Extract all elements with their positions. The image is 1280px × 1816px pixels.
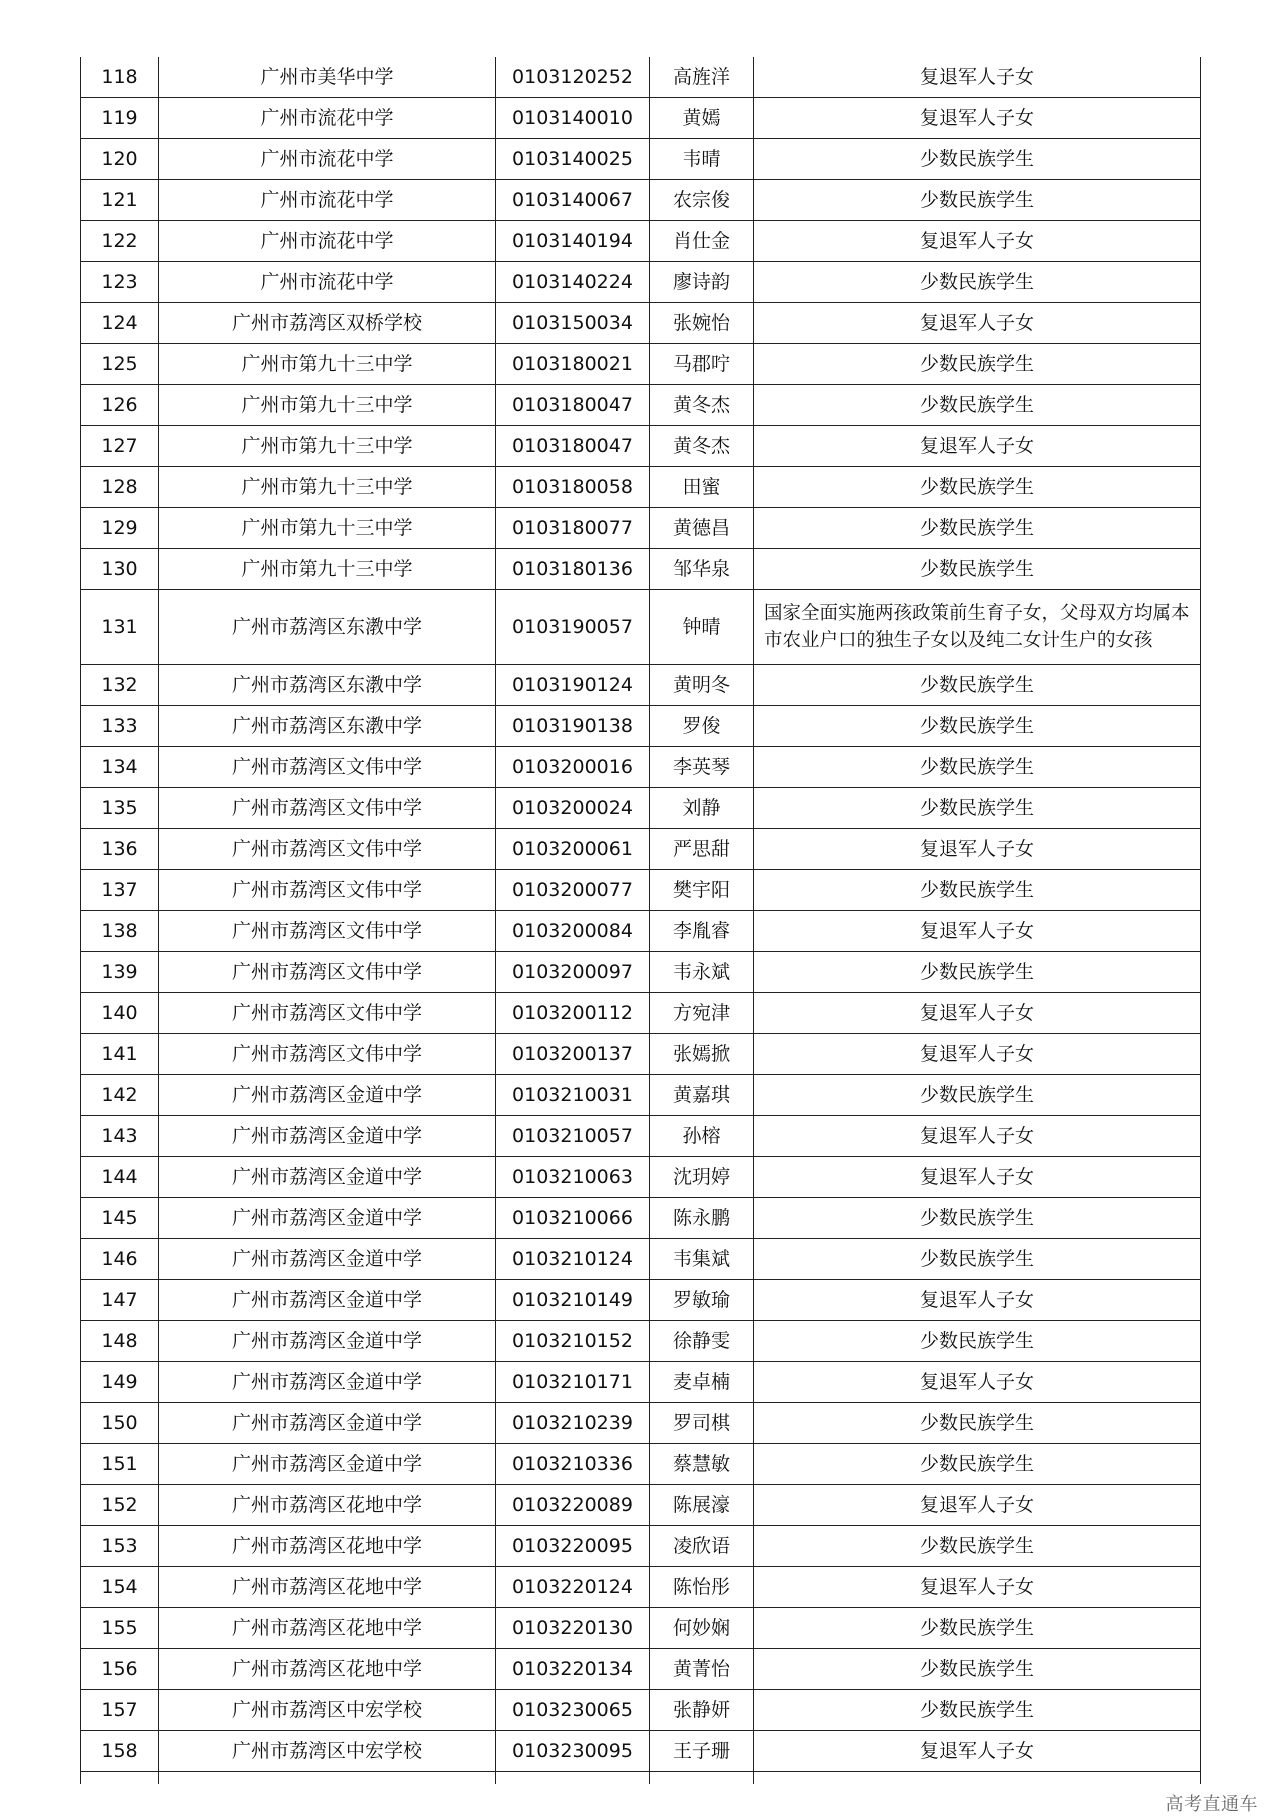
student-name-cell: 黄冬杰 [650, 426, 754, 467]
exam-id-cell: 0103210171 [496, 1362, 650, 1403]
student-name-cell: 李胤睿 [650, 911, 754, 952]
student-name-cell: 邹华泉 [650, 549, 754, 590]
exam-id-cell: 0103210066 [496, 1198, 650, 1239]
exam-id-cell: 0103220089 [496, 1485, 650, 1526]
exam-id-cell: 0103200112 [496, 993, 650, 1034]
exam-id-cell: 0103180021 [496, 344, 650, 385]
category-cell: 少数民族学生 [754, 549, 1201, 590]
table-row [81, 549, 1201, 590]
exam-id-cell: 0103200097 [496, 952, 650, 993]
category-cell: 复退军人子女 [754, 1731, 1201, 1772]
table-row [81, 870, 1201, 911]
school-cell: 广州市荔湾区文伟中学 [159, 1034, 496, 1075]
student-name-cell: 沈玥婷 [650, 1157, 754, 1198]
row-number-cell: 144 [81, 1157, 159, 1198]
category-cell: 少数民族学生 [754, 1649, 1201, 1690]
category-cell: 复退军人子女 [754, 1116, 1201, 1157]
table-row [81, 344, 1201, 385]
category-cell: 少数民族学生 [754, 747, 1201, 788]
student-name-cell: 韦晴 [650, 139, 754, 180]
table-row [81, 98, 1201, 139]
student-name-cell: 高旌洋 [650, 57, 754, 98]
student-name-cell: 凌欣语 [650, 1526, 754, 1567]
table-row [81, 1362, 1201, 1403]
student-name-cell: 黄菁怡 [650, 1649, 754, 1690]
school-cell: 广州市流花中学 [159, 139, 496, 180]
exam-id-cell: 0103180047 [496, 385, 650, 426]
row-number-cell: 134 [81, 747, 159, 788]
student-name-cell: 黄冬杰 [650, 385, 754, 426]
student-name-cell: 陈怡彤 [650, 1567, 754, 1608]
row-number-cell: 147 [81, 1280, 159, 1321]
table-row [81, 303, 1201, 344]
student-name-cell: 王子珊 [650, 1731, 754, 1772]
student-name-cell: 罗敏瑜 [650, 1280, 754, 1321]
school-cell: 广州市流花中学 [159, 262, 496, 303]
category-cell: 少数民族学生 [754, 1239, 1201, 1280]
row-number-cell: 125 [81, 344, 159, 385]
row-number-cell: 152 [81, 1485, 159, 1526]
exam-id-cell: 0103150034 [496, 303, 650, 344]
exam-id-cell: 0103200137 [496, 1034, 650, 1075]
school-cell: 广州市荔湾区文伟中学 [159, 952, 496, 993]
school-cell: 广州市荔湾区金道中学 [159, 1239, 496, 1280]
student-name-cell: 黄德昌 [650, 508, 754, 549]
row-number-cell: 145 [81, 1198, 159, 1239]
row-number-cell: 123 [81, 262, 159, 303]
school-cell: 广州市荔湾区金道中学 [159, 1075, 496, 1116]
exam-id-cell: 0103190057 [496, 590, 650, 665]
school-cell: 广州市流花中学 [159, 98, 496, 139]
table-row [81, 1034, 1201, 1075]
category-cell: 少数民族学生 [754, 467, 1201, 508]
table-row [81, 139, 1201, 180]
student-name-cell: 麦卓楠 [650, 1362, 754, 1403]
category-cell: 复退军人子女 [754, 1280, 1201, 1321]
table-row [81, 1403, 1201, 1444]
empty-cell [81, 1772, 159, 1785]
table-row [81, 1157, 1201, 1198]
exam-id-cell: 0103190124 [496, 665, 650, 706]
school-cell: 广州市荔湾区金道中学 [159, 1157, 496, 1198]
student-name-cell: 张静妍 [650, 1690, 754, 1731]
table-row [81, 1485, 1201, 1526]
table-row [81, 952, 1201, 993]
table-row [81, 180, 1201, 221]
table-body [81, 57, 1201, 1784]
table-row [81, 1526, 1201, 1567]
row-number-cell: 137 [81, 870, 159, 911]
student-name-cell: 罗俊 [650, 706, 754, 747]
category-cell: 少数民族学生 [754, 180, 1201, 221]
row-number-cell: 156 [81, 1649, 159, 1690]
school-cell: 广州市荔湾区金道中学 [159, 1198, 496, 1239]
category-cell: 少数民族学生 [754, 1403, 1201, 1444]
exam-id-cell: 0103140224 [496, 262, 650, 303]
table-row [81, 1567, 1201, 1608]
row-number-cell: 131 [81, 590, 159, 665]
school-cell: 广州市第九十三中学 [159, 467, 496, 508]
exam-id-cell: 0103180047 [496, 426, 650, 467]
category-cell: 少数民族学生 [754, 1321, 1201, 1362]
school-cell: 广州市荔湾区文伟中学 [159, 993, 496, 1034]
category-cell: 少数民族学生 [754, 385, 1201, 426]
school-cell: 广州市荔湾区文伟中学 [159, 788, 496, 829]
table-row [81, 57, 1201, 98]
exam-id-cell: 0103200084 [496, 911, 650, 952]
row-number-cell: 157 [81, 1690, 159, 1731]
student-name-cell: 李英琴 [650, 747, 754, 788]
row-number-cell: 148 [81, 1321, 159, 1362]
row-number-cell: 155 [81, 1608, 159, 1649]
student-name-cell: 罗司棋 [650, 1403, 754, 1444]
exam-id-cell: 0103220095 [496, 1526, 650, 1567]
student-name-cell: 韦集斌 [650, 1239, 754, 1280]
student-name-cell: 钟晴 [650, 590, 754, 665]
category-cell: 少数民族学生 [754, 508, 1201, 549]
table-row [81, 262, 1201, 303]
empty-cell [754, 1772, 1201, 1785]
category-cell: 少数民族学生 [754, 665, 1201, 706]
school-cell: 广州市第九十三中学 [159, 508, 496, 549]
category-cell: 复退军人子女 [754, 1485, 1201, 1526]
row-number-cell: 122 [81, 221, 159, 262]
category-cell: 少数民族学生 [754, 952, 1201, 993]
school-cell: 广州市荔湾区花地中学 [159, 1567, 496, 1608]
category-cell: 少数民族学生 [754, 139, 1201, 180]
school-cell: 广州市荔湾区花地中学 [159, 1608, 496, 1649]
student-name-cell: 孙榕 [650, 1116, 754, 1157]
category-cell: 少数民族学生 [754, 1608, 1201, 1649]
table-row [81, 788, 1201, 829]
row-number-cell: 149 [81, 1362, 159, 1403]
row-number-cell: 124 [81, 303, 159, 344]
exam-id-cell: 0103220124 [496, 1567, 650, 1608]
category-cell: 复退军人子女 [754, 1034, 1201, 1075]
category-cell: 少数民族学生 [754, 1690, 1201, 1731]
exam-id-cell: 0103230065 [496, 1690, 650, 1731]
category-cell: 复退军人子女 [754, 303, 1201, 344]
row-number-cell: 151 [81, 1444, 159, 1485]
category-cell: 少数民族学生 [754, 1526, 1201, 1567]
school-cell: 广州市荔湾区文伟中学 [159, 870, 496, 911]
student-name-cell: 陈展濠 [650, 1485, 754, 1526]
category-cell: 少数民族学生 [754, 344, 1201, 385]
school-cell: 广州市第九十三中学 [159, 385, 496, 426]
table-row [81, 1075, 1201, 1116]
school-cell: 广州市流花中学 [159, 180, 496, 221]
table-continuation-stub [81, 1772, 1201, 1785]
school-cell: 广州市荔湾区金道中学 [159, 1321, 496, 1362]
table-row [81, 426, 1201, 467]
exam-id-cell: 0103200061 [496, 829, 650, 870]
exam-id-cell: 0103200077 [496, 870, 650, 911]
row-number-cell: 141 [81, 1034, 159, 1075]
row-number-cell: 128 [81, 467, 159, 508]
category-cell: 复退军人子女 [754, 1157, 1201, 1198]
exam-id-cell: 0103210124 [496, 1239, 650, 1280]
row-number-cell: 135 [81, 788, 159, 829]
exam-id-cell: 0103140010 [496, 98, 650, 139]
table-row [81, 1690, 1201, 1731]
school-cell: 广州市第九十三中学 [159, 426, 496, 467]
school-cell: 广州市荔湾区花地中学 [159, 1485, 496, 1526]
exam-id-cell: 0103210149 [496, 1280, 650, 1321]
table-row [81, 1731, 1201, 1772]
row-number-cell: 118 [81, 57, 159, 98]
school-cell: 广州市荔湾区文伟中学 [159, 829, 496, 870]
exam-id-cell: 0103180058 [496, 467, 650, 508]
school-cell: 广州市荔湾区花地中学 [159, 1649, 496, 1690]
watermark-text: 高考直通车 [1165, 1794, 1258, 1815]
category-cell: 少数民族学生 [754, 1444, 1201, 1485]
table-row [81, 508, 1201, 549]
exam-id-cell: 0103190138 [496, 706, 650, 747]
school-cell: 广州市荔湾区金道中学 [159, 1403, 496, 1444]
table-row [81, 1608, 1201, 1649]
student-name-cell: 方宛津 [650, 993, 754, 1034]
category-cell: 少数民族学生 [754, 706, 1201, 747]
student-name-cell: 刘静 [650, 788, 754, 829]
student-name-cell: 蔡慧敏 [650, 1444, 754, 1485]
student-name-cell: 肖仕金 [650, 221, 754, 262]
school-cell: 广州市荔湾区双桥学校 [159, 303, 496, 344]
school-cell: 广州市荔湾区金道中学 [159, 1362, 496, 1403]
row-number-cell: 140 [81, 993, 159, 1034]
student-name-cell: 张嫣掀 [650, 1034, 754, 1075]
school-cell: 广州市荔湾区金道中学 [159, 1280, 496, 1321]
row-number-cell: 119 [81, 98, 159, 139]
student-name-cell: 马郡咛 [650, 344, 754, 385]
category-cell: 复退军人子女 [754, 98, 1201, 139]
row-number-cell: 121 [81, 180, 159, 221]
school-cell: 广州市荔湾区金道中学 [159, 1116, 496, 1157]
table-row [81, 665, 1201, 706]
table-row [81, 1116, 1201, 1157]
exam-id-cell: 0103210063 [496, 1157, 650, 1198]
exam-id-cell: 0103140067 [496, 180, 650, 221]
row-number-cell: 130 [81, 549, 159, 590]
exam-id-cell: 0103210057 [496, 1116, 650, 1157]
exam-id-cell: 0103140194 [496, 221, 650, 262]
exam-id-cell: 0103220134 [496, 1649, 650, 1690]
exam-id-cell: 0103120252 [496, 57, 650, 98]
student-name-cell: 黄明冬 [650, 665, 754, 706]
table-row [81, 1444, 1201, 1485]
exam-id-cell: 0103210336 [496, 1444, 650, 1485]
table-row [81, 706, 1201, 747]
category-cell: 复退军人子女 [754, 1362, 1201, 1403]
category-cell: 复退军人子女 [754, 1567, 1201, 1608]
row-number-cell: 154 [81, 1567, 159, 1608]
school-cell: 广州市荔湾区中宏学校 [159, 1690, 496, 1731]
school-cell: 广州市第九十三中学 [159, 549, 496, 590]
row-number-cell: 136 [81, 829, 159, 870]
school-cell: 广州市荔湾区中宏学校 [159, 1731, 496, 1772]
exam-id-cell: 0103210239 [496, 1403, 650, 1444]
exam-id-cell: 0103210031 [496, 1075, 650, 1116]
table-row [81, 1321, 1201, 1362]
student-name-cell: 田蜜 [650, 467, 754, 508]
exam-id-cell: 0103220130 [496, 1608, 650, 1649]
student-name-cell: 陈永鹏 [650, 1198, 754, 1239]
category-cell: 少数民族学生 [754, 870, 1201, 911]
table-row [81, 911, 1201, 952]
row-number-cell: 127 [81, 426, 159, 467]
school-cell: 广州市荔湾区东漖中学 [159, 706, 496, 747]
table-row [81, 1198, 1201, 1239]
school-cell: 广州市美华中学 [159, 57, 496, 98]
empty-cell [159, 1772, 496, 1785]
category-cell: 国家全面实施两孩政策前生育子女，父母双方均属本市农业户口的独生子女以及纯二女计生户的女孩 [754, 590, 1201, 665]
student-name-cell: 樊宇阳 [650, 870, 754, 911]
category-cell: 复退军人子女 [754, 426, 1201, 467]
school-cell: 广州市荔湾区文伟中学 [159, 911, 496, 952]
school-cell: 广州市荔湾区金道中学 [159, 1444, 496, 1485]
category-cell: 复退军人子女 [754, 829, 1201, 870]
table-row [81, 590, 1201, 665]
exam-id-cell: 0103210152 [496, 1321, 650, 1362]
row-number-cell: 126 [81, 385, 159, 426]
row-number-cell: 153 [81, 1526, 159, 1567]
row-number-cell: 133 [81, 706, 159, 747]
category-cell: 复退军人子女 [754, 57, 1201, 98]
student-name-cell: 农宗俊 [650, 180, 754, 221]
row-number-cell: 138 [81, 911, 159, 952]
table-row [81, 747, 1201, 788]
empty-cell [650, 1772, 754, 1785]
school-cell: 广州市荔湾区花地中学 [159, 1526, 496, 1567]
category-cell: 少数民族学生 [754, 1075, 1201, 1116]
student-name-cell: 黄嘉琪 [650, 1075, 754, 1116]
category-cell: 少数民族学生 [754, 788, 1201, 829]
student-name-cell: 徐静雯 [650, 1321, 754, 1362]
empty-cell [496, 1772, 650, 1785]
row-number-cell: 129 [81, 508, 159, 549]
row-number-cell: 120 [81, 139, 159, 180]
student-name-cell: 廖诗韵 [650, 262, 754, 303]
student-name-cell: 韦永斌 [650, 952, 754, 993]
table-row [81, 1280, 1201, 1321]
student-name-cell: 张婉怡 [650, 303, 754, 344]
exam-id-cell: 0103140025 [496, 139, 650, 180]
school-cell: 广州市第九十三中学 [159, 344, 496, 385]
school-cell: 广州市荔湾区文伟中学 [159, 747, 496, 788]
category-cell: 复退军人子女 [754, 221, 1201, 262]
table-row [81, 221, 1201, 262]
category-cell: 复退军人子女 [754, 911, 1201, 952]
table-row [81, 993, 1201, 1034]
exam-id-cell: 0103200016 [496, 747, 650, 788]
school-cell: 广州市流花中学 [159, 221, 496, 262]
category-cell: 少数民族学生 [754, 262, 1201, 303]
student-name-cell: 何妙娴 [650, 1608, 754, 1649]
category-cell: 复退军人子女 [754, 993, 1201, 1034]
school-cell: 广州市荔湾区东漖中学 [159, 590, 496, 665]
row-number-cell: 132 [81, 665, 159, 706]
student-name-cell: 黄嫣 [650, 98, 754, 139]
row-number-cell: 158 [81, 1731, 159, 1772]
row-number-cell: 139 [81, 952, 159, 993]
table-row [81, 1239, 1201, 1280]
table-row [81, 385, 1201, 426]
table-row [81, 467, 1201, 508]
exam-id-cell: 0103180136 [496, 549, 650, 590]
row-number-cell: 143 [81, 1116, 159, 1157]
school-cell: 广州市荔湾区东漖中学 [159, 665, 496, 706]
exam-id-cell: 0103230095 [496, 1731, 650, 1772]
row-number-cell: 150 [81, 1403, 159, 1444]
table-row [81, 829, 1201, 870]
exam-id-cell: 0103180077 [496, 508, 650, 549]
table-row [81, 1649, 1201, 1690]
row-number-cell: 146 [81, 1239, 159, 1280]
student-name-cell: 严思甜 [650, 829, 754, 870]
student-list-table [80, 57, 1201, 1784]
category-cell: 少数民族学生 [754, 1198, 1201, 1239]
row-number-cell: 142 [81, 1075, 159, 1116]
exam-id-cell: 0103200024 [496, 788, 650, 829]
